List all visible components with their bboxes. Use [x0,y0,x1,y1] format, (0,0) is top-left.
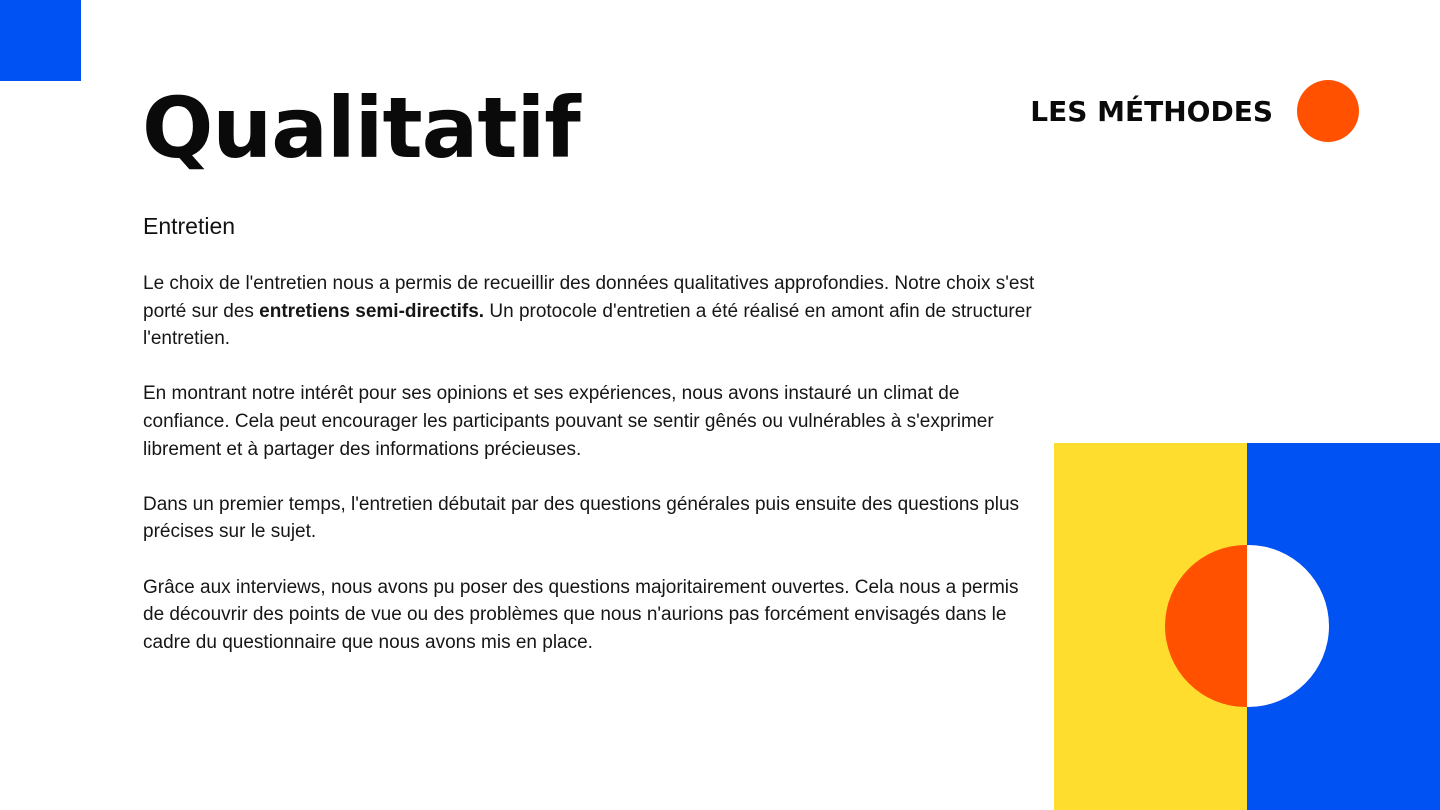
orange-dot-decoration [1297,80,1359,142]
paragraph-1-text-end: Un protocole d'entretien a été réalisé en amont afin de structurer l'entretien. [143,300,1032,350]
section-label: LES MÉTHODES [1030,95,1273,128]
corner-blue-square [0,0,81,81]
paragraph-1 [143,270,1043,353]
decorative-graphic [1054,443,1440,810]
body-text [143,270,1043,684]
slide-title: Qualitatif [142,79,580,177]
paragraph-1-bold: entretiens semi-directifs. [259,300,485,322]
paragraph-2: En montrant notre intérêt pour ses opinions et ses expériences, nous avons instauré un climat de confiance. Cela peut encourager les participants pouvant se sentir gênés ou vulnérables à s'exprimer librement et à partager des informations précieuses. [143,383,994,460]
paragraph-3: Dans un premier temps, l'entretien débutait par des questions générales puis ensuite des questions plus précises sur le sujet. [143,493,1020,543]
subheading: Entretien [143,213,236,239]
paragraph-1-text-start: Le choix de l'entretien nous a permis de recueillir des données qualitatives approfondies. Notre choix s'est porté sur des [143,273,1035,322]
paragraph-4: Grâce aux interviews, nous avons pu poser des questions majoritairement ouvertes. Cela nous a permis de découvrir des points de vue ou des problèmes que nous n'aurions pas forcément envisagés dans le cadre du questionnaire que nous avons mis en place. [143,576,1019,653]
